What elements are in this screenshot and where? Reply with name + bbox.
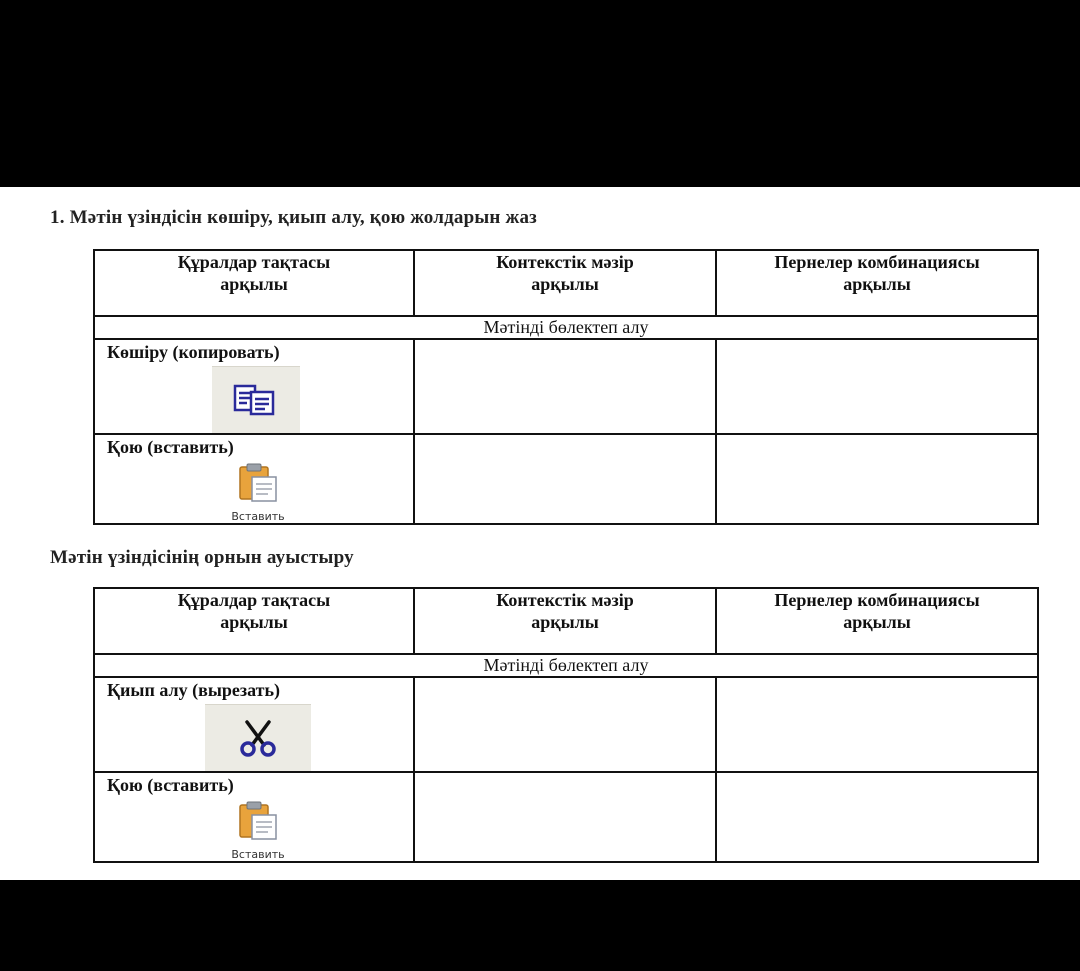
header-context-menu: Контекстік мәзір арқылы xyxy=(414,588,716,654)
row-label: Қою (вставить) xyxy=(107,437,234,457)
row-paste-cell xyxy=(94,434,414,524)
answer-cell[interactable] xyxy=(414,339,716,434)
row-paste-cell xyxy=(94,772,414,862)
row-label: Қиып алу (вырезать) xyxy=(107,680,280,700)
subheader-select-text: Мәтінді бөлектеп алу xyxy=(94,654,1038,677)
header-toolbar: Құралдар тақтасы арқылы xyxy=(94,250,414,316)
table-header-row xyxy=(94,250,1038,316)
answer-cell[interactable] xyxy=(716,434,1038,524)
row-label: Қою (вставить) xyxy=(107,775,234,795)
table-row xyxy=(94,339,1038,434)
paste-caption: Вставить xyxy=(231,510,285,523)
subheader-select-text: Мәтінді бөлектеп алу xyxy=(94,316,1038,339)
answer-cell[interactable] xyxy=(414,772,716,862)
answer-cell[interactable] xyxy=(414,434,716,524)
paste-button[interactable] xyxy=(217,801,299,861)
table-row xyxy=(94,677,1038,772)
scissors-icon xyxy=(231,718,285,758)
table-row xyxy=(94,772,1038,862)
answer-cell[interactable] xyxy=(716,677,1038,772)
section2-table xyxy=(93,587,1039,863)
table-row xyxy=(94,434,1038,524)
paste-icon xyxy=(234,463,282,503)
answer-cell[interactable] xyxy=(716,339,1038,434)
section1-heading: 1. Мәтін үзіндісін көшіру, қиып алу, қою жолдарын жаз xyxy=(50,207,538,228)
paste-button[interactable] xyxy=(217,463,299,523)
section2-heading: Мәтін үзіндісінің орнын ауыстыру xyxy=(50,547,354,568)
document-page xyxy=(0,187,1080,880)
table-subheader-row xyxy=(94,316,1038,339)
section1-table xyxy=(93,249,1039,525)
paste-icon xyxy=(234,801,282,841)
cut-button[interactable] xyxy=(205,704,311,771)
row-cut-cell xyxy=(94,677,414,772)
header-toolbar: Құралдар тақтасы арқылы xyxy=(94,588,414,654)
copy-icon xyxy=(231,383,281,417)
answer-cell[interactable] xyxy=(414,677,716,772)
header-context-menu: Контекстік мәзір арқылы xyxy=(414,250,716,316)
table-subheader-row xyxy=(94,654,1038,677)
header-key-combination: Пернелер комбинациясы арқылы xyxy=(716,250,1038,316)
answer-cell[interactable] xyxy=(716,772,1038,862)
table-header-row xyxy=(94,588,1038,654)
paste-caption: Вставить xyxy=(231,848,285,861)
copy-button[interactable] xyxy=(212,366,300,433)
row-copy-cell xyxy=(94,339,414,434)
header-key-combination: Пернелер комбинациясы арқылы xyxy=(716,588,1038,654)
row-label: Көшіру (копировать) xyxy=(107,342,280,362)
